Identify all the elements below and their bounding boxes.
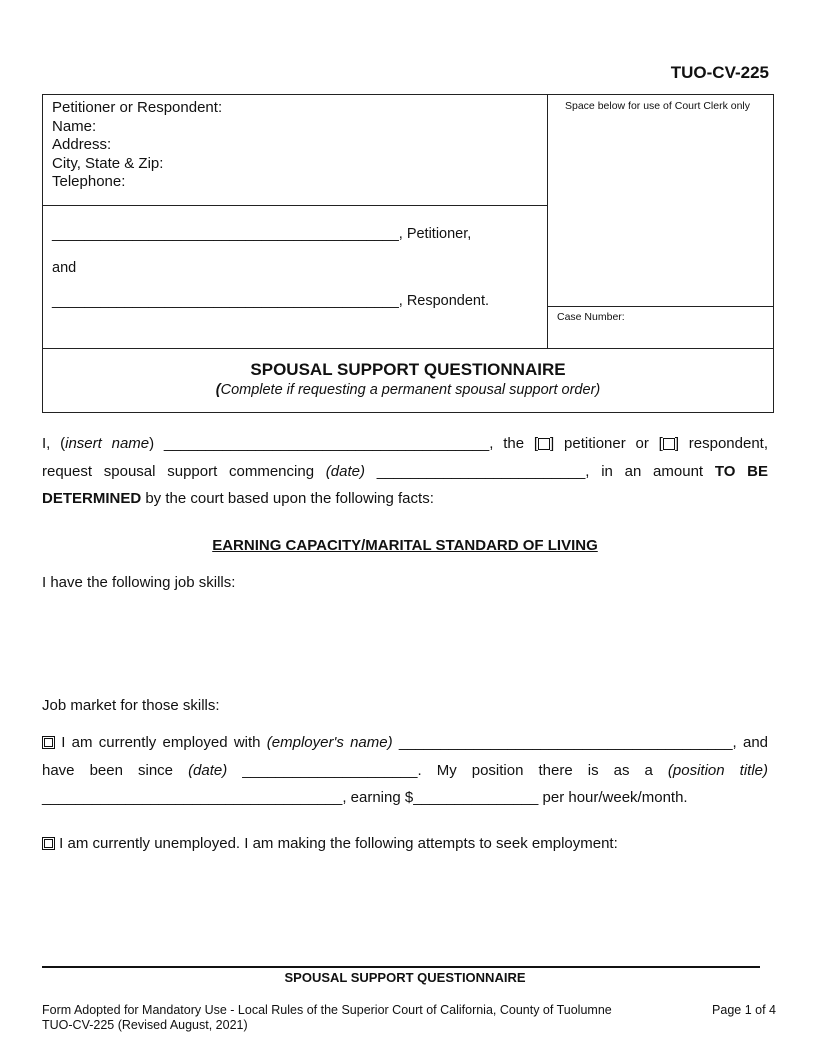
employed-b[interactable]: ________________________________________, (392, 734, 737, 751)
subtitle-paren: ( (215, 382, 221, 398)
respondent-checkbox[interactable] (663, 438, 675, 450)
insert-name-hint: insert name (65, 435, 150, 452)
petitioner-text: ] petitioner or [ (550, 435, 663, 452)
respondent-text: ] respondent, (674, 435, 768, 452)
address-label: Address: (52, 136, 112, 153)
since-date-hint: (date) (188, 761, 228, 779)
footer-revision: TUO-CV-225 (Revised August, 2021) (42, 1018, 248, 1032)
petitioner-line[interactable]: ___________________________________________, Petitioner, (52, 226, 472, 242)
intro-line2a: request spousal support commencing (42, 462, 326, 480)
form-number: TUO-CV-225 (670, 63, 769, 82)
employed-e[interactable]: ____________________________________, earning $_______________ per hour/week/month. (42, 789, 688, 806)
employed-c: and have been since (42, 734, 769, 779)
clerk-box (547, 94, 774, 307)
party-label: Petitioner or Respondent: (52, 99, 223, 116)
respondent-line[interactable]: ___________________________________________, Respondent. (52, 293, 490, 309)
unemployed-text: I am currently unemployed. I am making the following attempts to seek employment: (55, 835, 618, 852)
date-hint: (date) (325, 462, 365, 480)
job-market-label: Job market for those skills: (42, 697, 220, 714)
unemployed-paragraph (42, 830, 768, 858)
job-skills-label: I have the following job skills: (42, 574, 236, 591)
city-label: City, State & Zip: (52, 154, 164, 172)
unemployed-checkbox[interactable] (42, 837, 55, 850)
employer-hint: (employer's name) (266, 734, 393, 751)
subtitle-text: Complete if requesting a permanent spousal support order) (220, 382, 601, 398)
form-title: SPOUSAL SUPPORT QUESTIONNAIRE (250, 360, 566, 379)
footer-title: SPOUSAL SUPPORT QUESTIONNAIRE (284, 970, 526, 985)
intro-line3: by the court based upon the following facts: (141, 490, 434, 507)
title-box (42, 348, 774, 413)
employed-d[interactable]: _____________________. My position there is as a (227, 761, 668, 779)
case-number-label: Case Number: (557, 311, 625, 323)
intro-p2[interactable]: ) _______________________________________, the [ (149, 435, 539, 452)
footer-adopted: Form Adopted for Mandatory Use - Local Rules of the Superior Court of California, County of Tuolumne (42, 1003, 612, 1017)
page-number: Page 1 of 4 (712, 1003, 776, 1017)
party-info (52, 99, 222, 192)
and-text: and (52, 260, 77, 276)
intro-p1: I, ( (42, 435, 66, 452)
footer-rule (42, 966, 760, 968)
employed-a: I am currently employed with (55, 734, 267, 751)
telephone-label: Telephone: (52, 173, 126, 190)
clerk-note: Space below for use of Court Clerk only (565, 100, 751, 112)
form-subtitle (43, 382, 773, 398)
tbd-text: TO BE DETERMINED (42, 462, 768, 507)
intro-paragraph (42, 430, 768, 513)
section-heading: EARNING CAPACITY/MARITAL STANDARD OF LIVING (212, 537, 598, 554)
name-label: Name: (52, 117, 97, 135)
petitioner-checkbox[interactable] (538, 438, 550, 450)
position-hint: (position title) (667, 761, 768, 779)
intro-line2b[interactable]: _________________________, in an amount (364, 462, 715, 480)
employed-paragraph (42, 729, 768, 812)
employed-checkbox[interactable] (42, 736, 55, 749)
footer-info (42, 1003, 612, 1033)
